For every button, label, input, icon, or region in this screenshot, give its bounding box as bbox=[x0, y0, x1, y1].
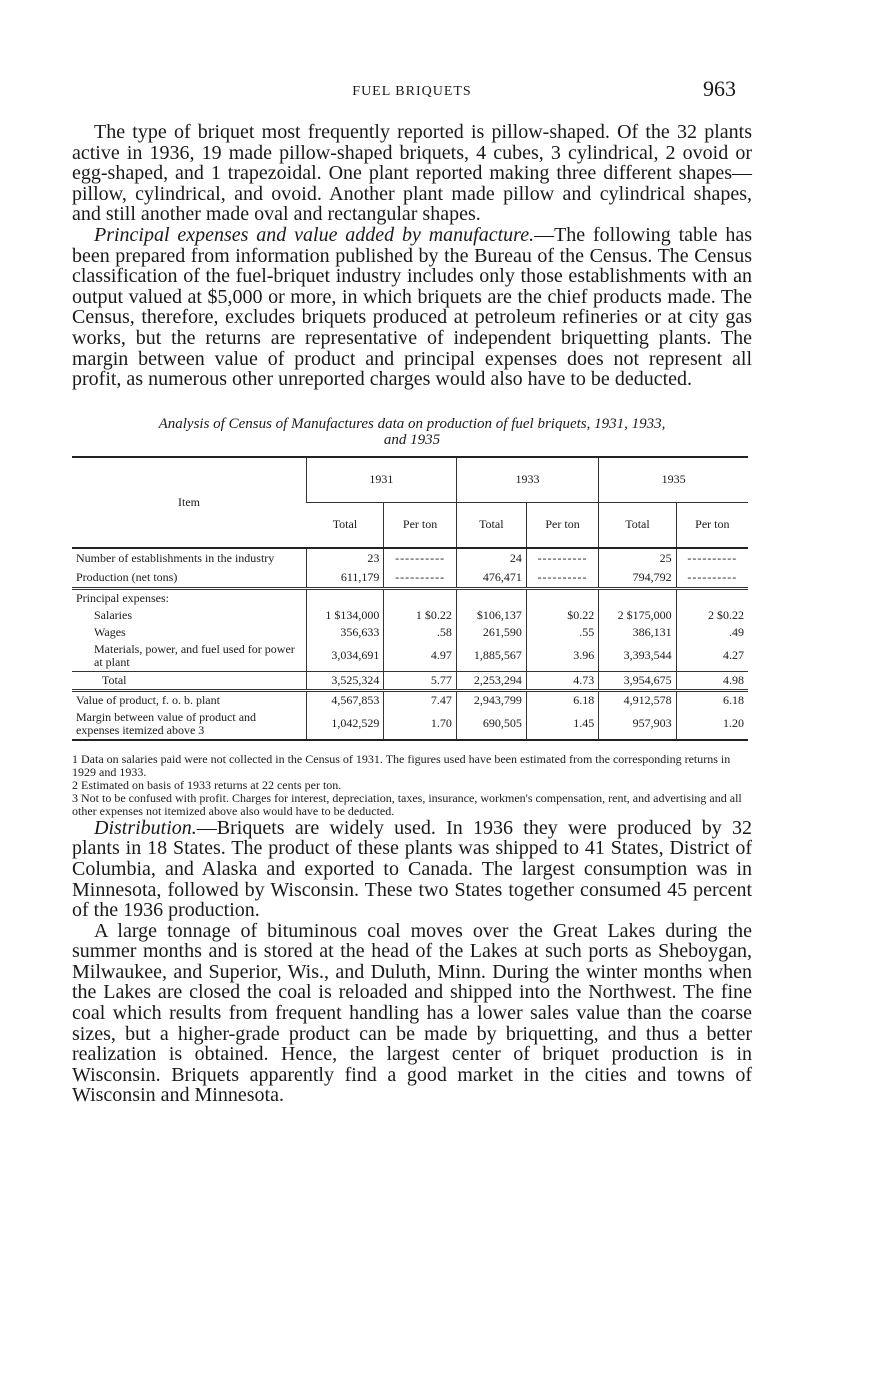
footnote-1: 1 Data on salaries paid were not collected in the Census of 1931. The figures used have been estimated from the corresponding returns in 1929 and 1933. bbox=[72, 751, 731, 779]
page bbox=[72, 72, 752, 1106]
table-cell: ---------- bbox=[676, 568, 748, 589]
table-cell: 5.77 bbox=[384, 671, 456, 690]
table-cell: 3,393,544 bbox=[599, 641, 676, 672]
table-cell: 611,179 bbox=[307, 568, 384, 589]
table-cell: 261,590 bbox=[456, 624, 526, 641]
table-cell: 2,943,799 bbox=[456, 690, 526, 709]
table-cell: .55 bbox=[526, 624, 598, 641]
distribution-text: —Briquets are widely used. In 1936 they were produced by 32 plants in 18 States. The product of these plants was shipped to 41 States, District of Columbia, and Alaska and exported to Canada. The largest consumption was in Minnesota, followed by Wisconsin. These two States together consumed 45 percent of the 1936 production. bbox=[72, 816, 752, 922]
table-cell: 1 $134,000 bbox=[307, 607, 384, 624]
table-cell: 1,885,567 bbox=[456, 641, 526, 672]
table-cell bbox=[599, 588, 676, 607]
subheader-perton-1933: Per ton bbox=[526, 502, 598, 548]
subheader-total-1933: Total bbox=[456, 502, 526, 548]
row-label: Value of product, f. o. b. plant bbox=[76, 692, 220, 707]
footnote-3: 3 Not to be confused with profit. Charges for interest, depreciation, taxes, insurance, workmen's compensation, rent, and advertising and all other expenses not itemized above also would have to be deducted. bbox=[72, 790, 742, 818]
row-label: Number of establishments in the industry bbox=[76, 550, 275, 565]
table-cell: ---------- bbox=[384, 548, 456, 568]
table-cell: 2 $175,000 bbox=[599, 607, 676, 624]
table-cell: .49 bbox=[676, 624, 748, 641]
row-label: Total bbox=[72, 671, 307, 690]
table-cell: 1.70 bbox=[384, 709, 456, 740]
table-cell: 4.27 bbox=[676, 641, 748, 672]
table-cell: $106,137 bbox=[456, 607, 526, 624]
table-row bbox=[72, 568, 748, 589]
row-label: Materials, power, and fuel used for power at plant bbox=[72, 641, 307, 672]
table-cell: 3.96 bbox=[526, 641, 598, 672]
table-caption-line1: Analysis of Census of Manufactures data on production of fuel briquets, 1931, 1933, bbox=[158, 415, 666, 432]
table-cell: ---------- bbox=[526, 568, 598, 589]
table-cell: 690,505 bbox=[456, 709, 526, 740]
table-row bbox=[72, 588, 748, 607]
table-cell: 23 bbox=[307, 548, 384, 568]
table-row bbox=[72, 607, 748, 624]
row-label: Salaries bbox=[94, 607, 132, 622]
table-footnotes bbox=[72, 753, 752, 818]
subheader-perton-1931: Per ton bbox=[384, 502, 456, 548]
table-cell: .58 bbox=[384, 624, 456, 641]
row-label: Principal expenses: bbox=[76, 590, 169, 605]
table-cell: 4.97 bbox=[384, 641, 456, 672]
table-cell: 1.20 bbox=[676, 709, 748, 740]
row-label: Margin between value of product and expenses itemized above 3 bbox=[72, 709, 307, 740]
table-cell: 25 bbox=[599, 548, 676, 568]
table-cell: 4.73 bbox=[526, 671, 598, 690]
table-cell bbox=[384, 588, 456, 607]
table-cell bbox=[456, 588, 526, 607]
table-row bbox=[72, 624, 748, 641]
footnote-2: 2 Estimated on basis of 1933 returns at 22 cents per ton. bbox=[72, 777, 342, 792]
table-cell: ---------- bbox=[676, 548, 748, 568]
paragraph-principal-expenses bbox=[72, 225, 752, 390]
distribution-heading: Distribution. bbox=[94, 816, 197, 839]
table-cell: 24 bbox=[456, 548, 526, 568]
table-caption bbox=[72, 416, 752, 448]
table-cell: ---------- bbox=[384, 568, 456, 589]
subheader-total-1935: Total bbox=[599, 502, 676, 548]
table-body bbox=[72, 548, 748, 740]
table-cell: 6.18 bbox=[526, 690, 598, 709]
running-title: FUEL BRIQUETS bbox=[352, 84, 472, 99]
table-cell: ---------- bbox=[526, 548, 598, 568]
table-cell bbox=[307, 588, 384, 607]
table-cell: $0.22 bbox=[526, 607, 598, 624]
table-cell: 356,633 bbox=[307, 624, 384, 641]
paragraph-briquet-shapes: The type of briquet most frequently reported is pillow-shaped. Of the 32 plants active in 1936, 19 made pillow-shaped briquets, 4 cubes, 3 cylindrical, 2 ovoid or egg-shaped, and 1 trapezoidal. One plant reported making three different shapes—pillow, cylindrical, and ovoid. Another plant made pillow and cylindrical shapes, and still another made oval and rectangular shapes. bbox=[72, 121, 752, 226]
subheader-total-1931: Total bbox=[307, 502, 384, 548]
table-cell: 4,567,853 bbox=[307, 690, 384, 709]
table-cell: 1,042,529 bbox=[307, 709, 384, 740]
table-row bbox=[72, 709, 748, 740]
table-cell: 4.98 bbox=[676, 671, 748, 690]
year-header-1931: 1931 bbox=[307, 457, 457, 503]
table-cell bbox=[526, 588, 598, 607]
table-cell: 3,954,675 bbox=[599, 671, 676, 690]
table-cell: 794,792 bbox=[599, 568, 676, 589]
table-cell: 2 $0.22 bbox=[676, 607, 748, 624]
principal-expenses-heading: Principal expenses and value added by manufacture. bbox=[94, 223, 535, 246]
table-row bbox=[72, 641, 748, 672]
table-caption-line2: and 1935 bbox=[383, 431, 441, 448]
table-row bbox=[72, 548, 748, 568]
table-cell: 4,912,578 bbox=[599, 690, 676, 709]
census-table bbox=[72, 456, 748, 741]
table-cell: 3,525,324 bbox=[307, 671, 384, 690]
principal-expenses-text: —The following table has been prepared from information published by the Bureau of the Census. The Census classification of the fuel-briquet industry includes only those establishments with an output valued at $5,000 or more, in which briquets are the chief products made. The Census, therefore, excludes briquets produced at petroleum refineries or at city gas works, but the returns are representative of independent briquetting plants. The margin between value of product and principal expenses does not represent all profit, as numerous other unreported charges would also have to be deducted. bbox=[72, 223, 752, 391]
table-cell: 2,253,294 bbox=[456, 671, 526, 690]
table-cell bbox=[676, 588, 748, 607]
table-row bbox=[72, 671, 748, 690]
table-cell: 7.47 bbox=[384, 690, 456, 709]
paragraph-distribution bbox=[72, 818, 752, 921]
table-cell: 957,903 bbox=[599, 709, 676, 740]
subheader-perton-1935: Per ton bbox=[676, 502, 748, 548]
table-cell: 3,034,691 bbox=[307, 641, 384, 672]
table-row bbox=[72, 690, 748, 709]
row-label: Production (net tons) bbox=[72, 568, 307, 589]
page-header bbox=[72, 72, 752, 112]
table-cell: 386,131 bbox=[599, 624, 676, 641]
table-year-header-row bbox=[72, 457, 748, 503]
page-number: 963 bbox=[703, 76, 736, 101]
table-cell: 476,471 bbox=[456, 568, 526, 589]
table-cell: 6.18 bbox=[676, 690, 748, 709]
year-header-1933: 1933 bbox=[456, 457, 598, 503]
item-column-header: Item bbox=[72, 457, 307, 548]
table-cell: 1 $0.22 bbox=[384, 607, 456, 624]
year-header-1935: 1935 bbox=[599, 457, 748, 503]
row-label: Wages bbox=[94, 624, 126, 639]
table-cell: 1.45 bbox=[526, 709, 598, 740]
paragraph-great-lakes: A large tonnage of bituminous coal moves over the Great Lakes during the summer months and is stored at the head of the Lakes at such ports as Sheboygan, Milwaukee, and Superior, Wis., and Duluth, Minn. During the winter months when the Lakes are closed the coal is reloaded and shipped into the Northwest. The fine coal which results from frequent handling has a lower sales value than the coarse sizes, but a higher-grade product can be made by briquetting, and thus a better realization is obtained. Hence, the largest center of briquet production is in Wisconsin. Briquets apparently find a good market in the cities and towns of Wisconsin and Minnesota. bbox=[72, 919, 752, 1107]
